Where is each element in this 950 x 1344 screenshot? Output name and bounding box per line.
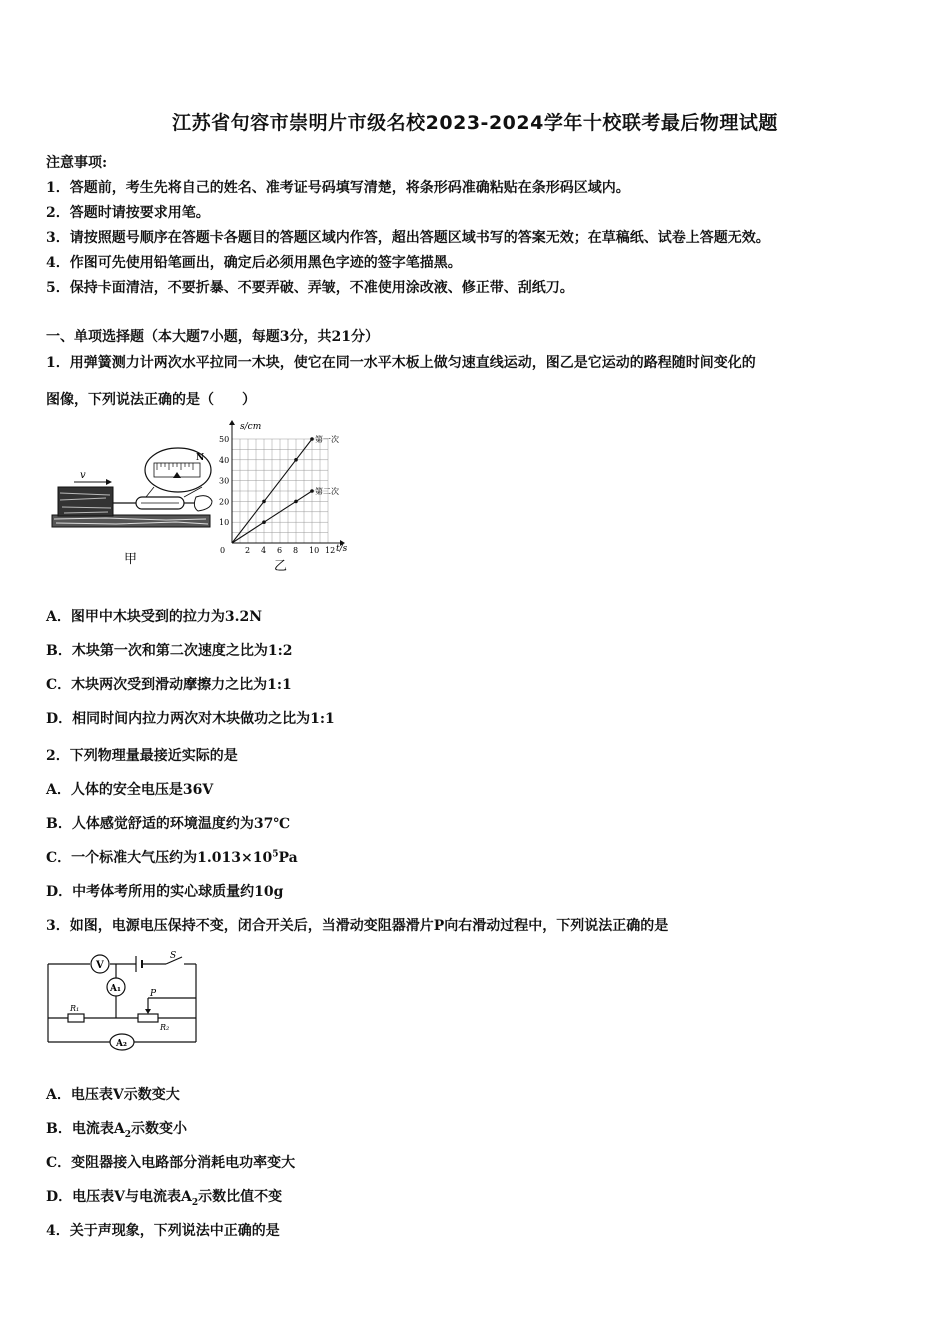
q1-option-b: B．木块第一次和第二次速度之比为1:2: [46, 643, 293, 659]
notice-heading: 注意事项:: [46, 155, 108, 171]
data-point: [294, 458, 298, 462]
series-legend-label: 第二次: [315, 487, 339, 496]
fig-jia-label: 甲: [124, 552, 138, 567]
data-point: [262, 500, 266, 504]
notice-item-5: 5．保持卡面清洁，不要折暴、不要弄破、弄皱，不准使用涂改液、修正带、刮纸刀。: [46, 280, 574, 296]
y-axis-arrow: [229, 420, 235, 425]
data-point: [310, 437, 314, 441]
x-tick-label: 10: [309, 546, 320, 555]
series-legend-label: 第一次: [315, 435, 339, 444]
section-heading: 一、单项选择题（本大题7小题，每题3分，共21分）: [46, 329, 379, 345]
fig-yi-label: 乙: [274, 559, 288, 573]
notice-item-2: 2．答题时请按要求用笔。: [46, 205, 210, 221]
notice-item-3: 3．请按照题号顺序在答题卡各题目的答题区域内作答，超出答题区域书写的答案无效；在草稿纸、试卷上答题无效。: [46, 230, 770, 246]
q2-option-d: D．中考体考所用的实心球质量约10g: [46, 884, 284, 900]
notice-item-4: 4．作图可先使用铅笔画出，确定后必须用黑色字迹的签字笔描黑。: [46, 255, 462, 271]
q3-circuit-diagram: [44, 950, 204, 1055]
y-tick-label: 20: [219, 497, 230, 507]
q1-figure-yi-chart: [218, 418, 378, 573]
q1-option-c: C．木块两次受到滑动摩擦力之比为1:1: [46, 677, 292, 693]
page-title: 江苏省句容市崇明片市级名校2023-2024学年十校联考最后物理试题: [172, 112, 778, 134]
q2-option-b: B．人体感觉舒适的环境温度约为37℃: [46, 816, 291, 832]
q2-option-a: A．人体的安全电压是36V: [46, 782, 214, 798]
svg-text:N: N: [196, 453, 205, 463]
q1-stem-line1: 1．用弹簧测力计两次水平拉同一木块，使它在同一水平木板上做匀速直线运动，图乙是它运动的路程随时间变化的: [46, 355, 756, 371]
chart-ylabel: s/cm: [240, 422, 262, 432]
data-point: [262, 520, 266, 524]
ammeter1-label: A₁: [110, 984, 121, 994]
data-point: [310, 489, 314, 493]
q1-stem-line2: 图像，下列说法正确的是（ ）: [46, 392, 256, 408]
y-tick-label: 10: [219, 518, 230, 528]
q3-option-c: C．变阻器接入电路部分消耗电功率变大: [46, 1155, 296, 1171]
y-tick-label: 30: [219, 476, 230, 486]
r1-label: R₁: [70, 1004, 80, 1013]
y-tick-label: 50: [219, 435, 230, 444]
q4-stem: 4．关于声现象，下列说法中正确的是: [46, 1223, 280, 1239]
q2-option-c: C．一个标准大气压约为$1.013\times 10^5Pa$: [46, 849, 298, 866]
x-tick-label: 8: [293, 546, 299, 555]
q3-option-d: D．电压表V与电流表$A_2$示数比值不变: [46, 1189, 283, 1208]
ammeter2-label: A₂: [116, 1039, 127, 1049]
y-tick-label: 40: [219, 455, 230, 465]
x-tick-label: 6: [277, 546, 283, 555]
x-tick-label: 4: [261, 546, 267, 555]
data-point: [294, 500, 298, 504]
q2-stem: 2．下列物理量最接近实际的是: [46, 748, 238, 764]
q1-option-a: A．图甲中木块受到的拉力为3.2N: [46, 609, 263, 625]
q3-stem: 3．如图，电源电压保持不变，闭合开关后，当滑动变阻器滑片P向右滑动过程中，下列说法正确的是: [46, 918, 669, 934]
switch-label: S: [170, 951, 177, 961]
x-tick-label: 2: [245, 546, 251, 555]
notice-item-1: 1．答题前，考生先将自己的姓名、准考证号码填写清楚，将条形码准确粘贴在条形码区域内。: [46, 180, 630, 196]
slider-label: P: [150, 989, 157, 999]
r2-label: R₂: [160, 1023, 170, 1032]
jia-velocity-label: v: [80, 470, 86, 481]
voltmeter-label: V: [96, 960, 104, 971]
y-tick-label: 0: [220, 546, 226, 555]
q3-option-a: A．电压表V示数变大: [46, 1087, 180, 1103]
chart-xlabel: t/s: [336, 544, 348, 554]
q1-option-d: D．相同时间内拉力两次对木块做功之比为1:1: [46, 711, 335, 727]
x-tick-label: 12: [325, 546, 336, 555]
q1-figure-jia: [46, 445, 216, 570]
q3-option-b: B．电流表$A_2$示数变小: [46, 1121, 187, 1140]
